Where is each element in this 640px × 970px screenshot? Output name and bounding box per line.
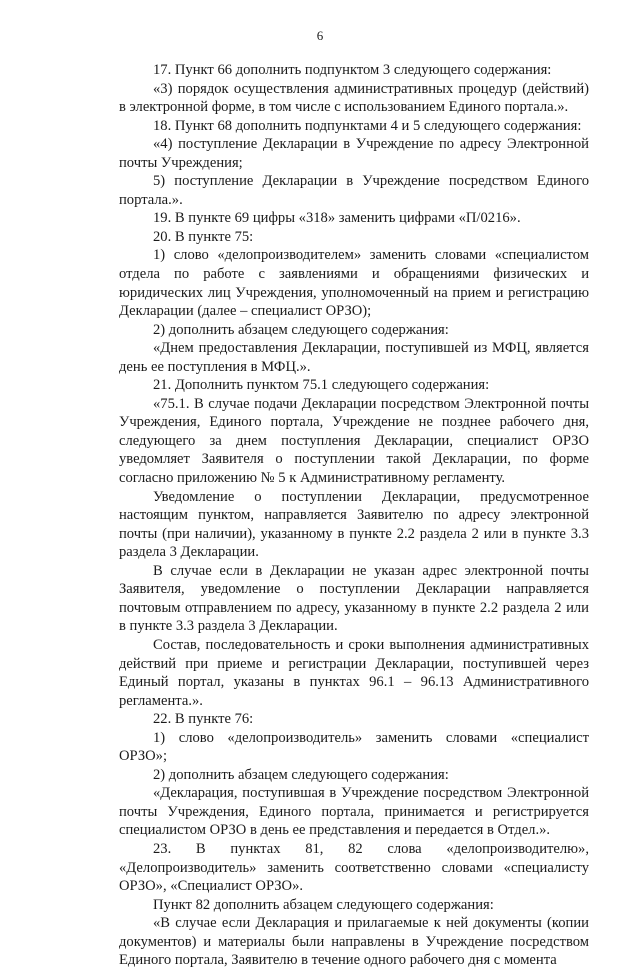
- paragraph-82: Пункт 82 дополнить абзацем следующего содержания:: [153, 896, 494, 913]
- paragraph-20-sub1: 1) слово «делопроизводителем» заменить словами «специалистом отдела по работе с заявлениями и обращениями физических и юридических лиц Учреждения, уполномоченный на прием и регистрацию Декларации (далее – специалист ОРЗО);: [119, 247, 589, 320]
- paragraph-17: 17. Пункт 66 дополнить подпунктом 3 следующего содержания:: [153, 62, 552, 78]
- paragraph-21-quote-3: В случае если в Декларации не указан адрес электронной почты Заявителя, уведомление о поступлении Декларации направляется почтовым отправлением по адресу, указанному в пункте 2.2 раздела 2 или в пункте 3.3 раздела 3 Декларации.: [119, 562, 589, 635]
- paragraph-20-sub2: 2) дополнить абзацем следующего содержания:: [153, 321, 449, 338]
- paragraph-21: 21. Дополнить пунктом 75.1 следующего содержания:: [153, 377, 490, 394]
- paragraph-22-quote: «Декларация, поступившая в Учреждение посредством Электронной почты Учреждения, Единого портала, принимается и регистрируется специалистом ОРЗО в день ее представления и передается в Отдел.».: [119, 785, 589, 839]
- paragraph-19: 19. В пункте 69 цифры «318» заменить цифрами «П/0216».: [153, 210, 521, 227]
- paragraph-23: 23. В пунктах 81, 82 слова «делопроизводителю», «Делопроизводитель» заменить соответственно словами «специалисту ОРЗО», «Специалист ОРЗО».: [119, 840, 589, 895]
- document-body: [119, 61, 589, 970]
- paragraph-18-sub4: «4) поступление Декларации в Учреждение по адресу Электронной почты Учреждения;: [119, 136, 589, 171]
- paragraph-17-sub3: «3) порядок осуществления административных процедур (действий) в электронной форме, в том числе с использованием Единого портала.».: [119, 80, 589, 116]
- paragraph-18: 18. Пункт 68 дополнить подпунктами 4 и 5 следующего содержания:: [153, 117, 582, 134]
- paragraph-82-quote: «В случае если Декларация и прилагаемые к ней документы (копии документов) и материалы были направлены в Учреждение посредством Единого портала, Заявителю в течение одного рабочего дня с момента: [119, 915, 589, 969]
- paragraph-21-quote-4: Состав, последовательность и сроки выполнения административных действий при приеме и регистрации Декларации, поступившей через Единый портал, указаны в пунктах 96.1 – 96.13 Административного регламента.».: [119, 636, 589, 709]
- paragraph-18-sub5: 5) поступление Декларации в Учреждение посредством Единого портала.».: [119, 173, 589, 208]
- paragraph-20: 20. В пункте 75:: [153, 228, 254, 245]
- paragraph-21-quote-2: Уведомление о поступлении Декларации, предусмотренное настоящим пунктом, направляется Заявителю по адресу электронной почты (при наличии), указанному в пункте 2.2 раздела 2 или в пункте 3.3 раздела 3 Декларации.: [119, 488, 589, 561]
- paragraph-20-quote: «Днем предоставления Декларации, поступившей из МФЦ, является день ее поступления в МФЦ.».: [119, 340, 589, 375]
- paragraph-22-sub2: 2) дополнить абзацем следующего содержания:: [153, 766, 449, 783]
- page-number: 6: [316, 28, 324, 43]
- paragraph-21-quote-1: «75.1. В случае подачи Декларации посредством Электронной почты Учреждения, Единого портала, Учреждение не позднее рабочего дня, следующего за днем поступления Декларации, специалист ОРЗО уведомляет Заявителя о поступлении такой Декларации, по форме согласно приложению № 5 к Административному регламенту.: [119, 395, 589, 487]
- paragraph-22-sub1: 1) слово «делопроизводитель» заменить словами «специалист ОРЗО»;: [119, 729, 589, 765]
- paragraph-22: 22. В пункте 76:: [153, 711, 254, 728]
